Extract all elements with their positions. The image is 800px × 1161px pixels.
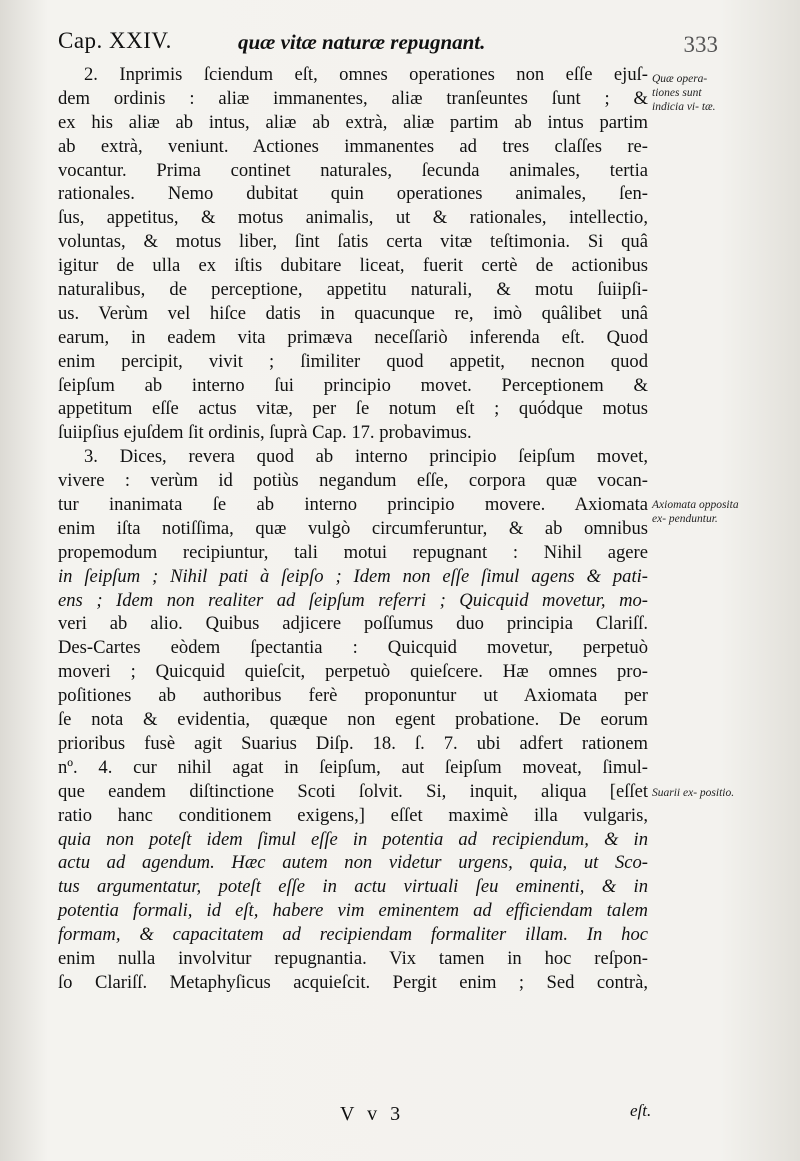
text-line: voluntas, & motus liber, ſint ſatis certa vitæ teſtimonia. Si quâ [58, 231, 648, 253]
text-line: ſo Clariſſ. Metaphyſicus acquieſcit. Pergit enim ; Sed contrà, [58, 971, 648, 993]
text-line: prioribus fusè agit Suarius Diſp. 18. ſ. 7. ubi adfert rationem [58, 732, 648, 754]
text-line: moveri ; Quicquid quieſcit, perpetuò quieſcere. Hæ omnes pro- [58, 661, 648, 683]
margin-note: Suarii ex- positio. [652, 787, 735, 799]
text-line: potentia formali, id eſt, habere vim eminentem ad efficiendam talem [58, 900, 648, 922]
catchword: eſt. [630, 1101, 652, 1120]
text-line: earum, in eadem vita primæva neceſſariò inferenda eſt. Quod [58, 326, 648, 348]
text-line: igitur de ulla ex iſtis dubitare liceat, fuerit certè de actionibus [58, 255, 648, 277]
page-header [58, 28, 718, 62]
text-line: tus argumentatur, poteſt eſſe in actu virtuali ſeu eminenti, & in [58, 876, 648, 898]
text-line: veri ab alio. Quibus adjicere poſſumus duo principia Clariſſ. [58, 613, 648, 635]
text-line: que eandem diſtinctione Scoti ſolvit. Si, inquit, aliqua [eſſet [58, 780, 648, 802]
text-line: ſuiipſius ejuſdem ſit ordinis, ſuprà Cap. 17. probavimus. [58, 422, 472, 444]
margin-note: Quæ opera- tiones sunt indicia vi- tæ. [652, 73, 716, 113]
text-line: enim nulla involvitur repugnantia. Vix tamen in hoc reſpon- [58, 947, 648, 969]
text-line: vocantur. Prima continet naturales, ſecunda animales, tertia [58, 159, 648, 181]
text-line: quia non poteſt idem ſimul eſſe in potentia ad recipiendum, & in [58, 828, 648, 850]
text-line: ex his aliæ ab intus, aliæ ab extrà, aliæ partim ab intus partim [58, 111, 648, 133]
running-title: quæ vitæ naturæ repugnant. [238, 30, 486, 54]
text-line: 3. Dices, revera quod ab interno principio ſeipſum movet, [84, 446, 648, 468]
text-line: enim iſta notiſſima, quæ vulgò circumferuntur, & ab omnibus [58, 517, 648, 539]
text-line: Des-Cartes eòdem ſpectantia : Quicquid movetur, perpetuò [58, 637, 648, 659]
text-line: actu ad agendum. Hæc autem non videtur urgens, quia, ut Sco- [58, 852, 648, 874]
text-line: poſitiones ab authoribus ferè proponuntur ut Axiomata per [58, 685, 648, 707]
text-line: tur inanimata ſe ab interno principio movere. Axiomata [58, 494, 648, 516]
text-line: 2. Inprimis ſciendum eſt, omnes operationes non eſſe ejuſ- [84, 64, 648, 85]
text-line: us. Verùm vel hiſce datis in quacunque re, imò quâlibet unâ [58, 302, 648, 324]
text-line: ſe nota & evidentia, quæque non egent probatione. De eorum [58, 709, 648, 731]
text-line: appetitum eſſe actus vitæ, per ſe notum eſt ; quódque motus [58, 398, 648, 420]
chapter-heading: Cap. XXIV. [58, 28, 172, 53]
page-number: 333 [683, 32, 718, 57]
margin-note: Axiomata opposita ex- penduntur. [652, 499, 739, 525]
text-line: rationales. Nemo dubitat quin operationes animales, ſen- [58, 183, 648, 205]
text-line: ſus, appetitus, & motus animalis, ut & rationales, intellectio, [58, 207, 648, 229]
text-line: naturalibus, de perceptione, appetitu naturali, & motu ſuiipſi- [58, 279, 648, 301]
text-line: formam, & capacitatem ad recipiendam formaliter illam. In hoc [58, 924, 648, 946]
body-text [58, 63, 648, 995]
text-line: enim percipit, vivit ; ſimiliter quod appetit, necnon quod [58, 350, 648, 372]
text-line: ſeipſum ab interno ſui principio movet. Perceptionem & [58, 374, 648, 396]
text-line: in ſeipſum ; Nihil pati à ſeipſo ; Idem non eſſe ſimul agens & pati- [58, 565, 648, 587]
text-line: ab extrà, veniunt. Actiones immanentes ad tres claſſes re- [58, 135, 648, 157]
text-line: dem ordinis : aliæ immanentes, aliæ tranſeuntes ſunt ; & [58, 87, 648, 109]
text-line: propemodum recipiuntur, tali motui repugnant : Nihil agere [58, 541, 648, 563]
text-line: ens ; Idem non realiter ad ſeipſum referri ; Quicquid movetur, mo- [58, 589, 648, 611]
text-line: ratio hanc conditionem exigens,] eſſet maximè illa vulgaris, [58, 804, 648, 826]
signature-mark: V v 3 [340, 1103, 405, 1125]
text-line: nº. 4. cur nihil agat in ſeipſum, aut ſeipſum moveat, ſimul- [58, 756, 648, 778]
text-line: vivere : verùm id potiùs negandum eſſe, corpora quæ vocan- [58, 470, 648, 492]
